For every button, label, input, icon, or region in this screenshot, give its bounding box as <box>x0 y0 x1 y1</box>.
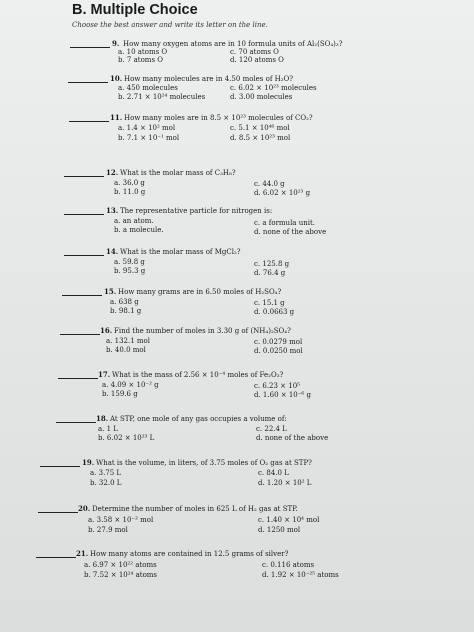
option-a: a. 3.58 × 10⁻² mol <box>88 516 154 524</box>
option-c: c. 15.1 g <box>254 299 285 307</box>
question-20 <box>0 505 474 535</box>
question-number: 20. <box>78 504 91 513</box>
option-b: b. 27.9 mol <box>88 526 128 534</box>
option-a: a. 6.97 × 10²² atoms <box>84 561 157 569</box>
question-number: 11. <box>110 113 123 122</box>
option-b: b. 11.0 g <box>114 188 146 196</box>
answer-blank[interactable] <box>64 176 104 177</box>
answer-blank[interactable] <box>62 295 102 296</box>
option-c: c. 44.0 g <box>254 180 285 188</box>
answer-blank[interactable] <box>36 557 76 558</box>
question-14 <box>0 248 474 278</box>
option-d: d. 1.92 × 10⁻²⁵ atoms <box>262 571 339 579</box>
option-b: b. 2.71 × 10²⁴ molecules <box>118 93 206 101</box>
question-text: How many oxygen atoms are in 10 formula units of Al₂(SO₄)₃? <box>123 40 343 48</box>
option-b: b. 159.6 g <box>102 390 138 398</box>
answer-blank[interactable] <box>70 47 110 48</box>
answer-blank[interactable] <box>56 422 96 423</box>
option-c: c. 70 atoms O <box>230 48 279 56</box>
option-a: a. 132.1 mol <box>106 337 150 345</box>
option-a: a. 36.0 g <box>114 179 145 187</box>
question-19 <box>0 459 474 489</box>
option-d: d. none of the above <box>256 434 329 442</box>
question-13 <box>0 207 474 237</box>
question-number: 21. <box>76 549 89 558</box>
option-d: d. 8.5 × 10²³ mol <box>230 134 291 142</box>
question-text: What is the volume, in liters, of 3.75 moles of O₂ gas at STP? <box>96 459 312 467</box>
question-number: 10. <box>110 74 123 83</box>
option-b: b. 95.3 g <box>114 267 146 275</box>
option-d: d. 0.0663 g <box>254 308 295 316</box>
option-c: c. 84.0 L <box>258 469 289 477</box>
question-number: 12. <box>106 168 119 177</box>
answer-blank[interactable] <box>40 466 80 467</box>
option-a: a. 1.4 × 10² mol <box>118 124 176 132</box>
question-text: How many atoms are contained in 12.5 grams of silver? <box>90 550 289 558</box>
question-text: How many grams are in 6.50 moles of H₂SO₄? <box>118 288 282 296</box>
option-c: c. 5.1 × 10⁴⁶ mol <box>230 124 290 132</box>
question-12 <box>0 169 474 199</box>
option-d: d. 1.60 × 10⁻⁶ g <box>254 391 311 399</box>
option-c: c. 1.40 × 10⁴ mol <box>258 516 320 524</box>
option-d: d. 3.00 molecules <box>230 93 293 101</box>
option-c: c. 0.0279 mol <box>254 338 303 346</box>
option-b: b. 7.1 × 10⁻¹ mol <box>118 134 180 142</box>
option-a: a. 450 molecules <box>118 84 178 92</box>
option-d: d. 0.0250 mol <box>254 347 303 355</box>
question-text: How many moles are in 8.5 × 10²³ molecules of CO₂? <box>124 114 313 122</box>
option-a: a. 10 atoms O <box>118 48 168 56</box>
question-number: 9. <box>112 39 120 48</box>
option-b: b. 7 atoms O <box>118 56 164 64</box>
option-d: d. 76.4 g <box>254 269 286 277</box>
option-d: d. none of the above <box>254 228 327 236</box>
option-c: c. a formula unit. <box>254 219 315 227</box>
option-b: b. a molecule. <box>114 226 164 234</box>
answer-blank[interactable] <box>64 214 104 215</box>
question-text: What is the molar mass of C₃H₈? <box>120 169 236 177</box>
question-number: 18. <box>96 414 109 423</box>
option-a: a. 3.75 L <box>90 469 122 477</box>
question-text: At STP, one mole of any gas occupies a volume of: <box>110 415 287 423</box>
question-text: What is the molar mass of MgCl₂? <box>120 248 241 256</box>
option-b: b. 40.0 mol <box>106 346 146 354</box>
question-number: 14. <box>106 247 119 256</box>
instructions: Choose the best answer and write its letter on the line. <box>72 21 268 29</box>
option-d: d. 1.20 × 10² L <box>258 479 312 487</box>
option-c: c. 6.23 × 10⁵ <box>254 382 300 390</box>
option-a: a. 4.09 × 10⁻² g <box>102 381 159 389</box>
page-title: B. Multiple Choice <box>72 2 198 18</box>
question-text: The representative particle for nitrogen is: <box>120 207 273 215</box>
question-18 <box>0 415 474 445</box>
question-number: 17. <box>98 370 111 379</box>
option-c: c. 22.4 L <box>256 425 287 433</box>
question-21 <box>0 550 474 582</box>
question-11 <box>0 114 474 144</box>
option-b: b. 98.1 g <box>110 307 142 315</box>
answer-blank[interactable] <box>58 378 98 379</box>
option-a: a. 638 g <box>110 298 139 306</box>
question-15 <box>0 288 474 318</box>
option-c: c. 6.02 × 10²³ molecules <box>230 84 317 92</box>
option-c: c. 0.116 atoms <box>262 561 315 569</box>
answer-blank[interactable] <box>69 121 109 122</box>
question-text: Find the number of moles in 3.30 g of (NH₄)₂SO₄? <box>114 327 291 335</box>
question-text: How many molecules are in 4.50 moles of H₂O? <box>124 75 294 83</box>
option-b: b. 6.02 × 10²³ L <box>98 434 155 442</box>
question-9 <box>0 40 474 70</box>
question-number: 13. <box>106 206 119 215</box>
option-d: d. 6.02 × 10²³ g <box>254 189 311 197</box>
answer-blank[interactable] <box>60 334 100 335</box>
question-number: 19. <box>82 458 95 467</box>
answer-blank[interactable] <box>68 82 108 83</box>
question-number: 16. <box>100 326 113 335</box>
option-a: a. 1 L <box>98 425 118 433</box>
option-c: c. 125.8 g <box>254 260 290 268</box>
option-a: a. 59.8 g <box>114 258 145 266</box>
question-16 <box>0 327 474 357</box>
option-b: b. 32.0 L <box>90 479 122 487</box>
question-text: What is the mass of 2.56 × 10⁻⁴ moles of Fe₂O₃? <box>112 371 284 379</box>
question-10 <box>0 75 474 105</box>
option-b: b. 7.52 × 10²⁴ atoms <box>84 571 158 579</box>
answer-blank[interactable] <box>64 255 104 256</box>
option-d: d. 120 atoms O <box>230 56 284 64</box>
question-number: 15. <box>104 287 117 296</box>
option-d: d. 1250 mol <box>258 526 301 534</box>
answer-blank[interactable] <box>38 512 78 513</box>
question-17 <box>0 371 474 401</box>
question-text: Determine the number of moles in 625 L of H₂ gas at STP. <box>92 505 298 513</box>
option-a: a. an atom. <box>114 217 154 225</box>
